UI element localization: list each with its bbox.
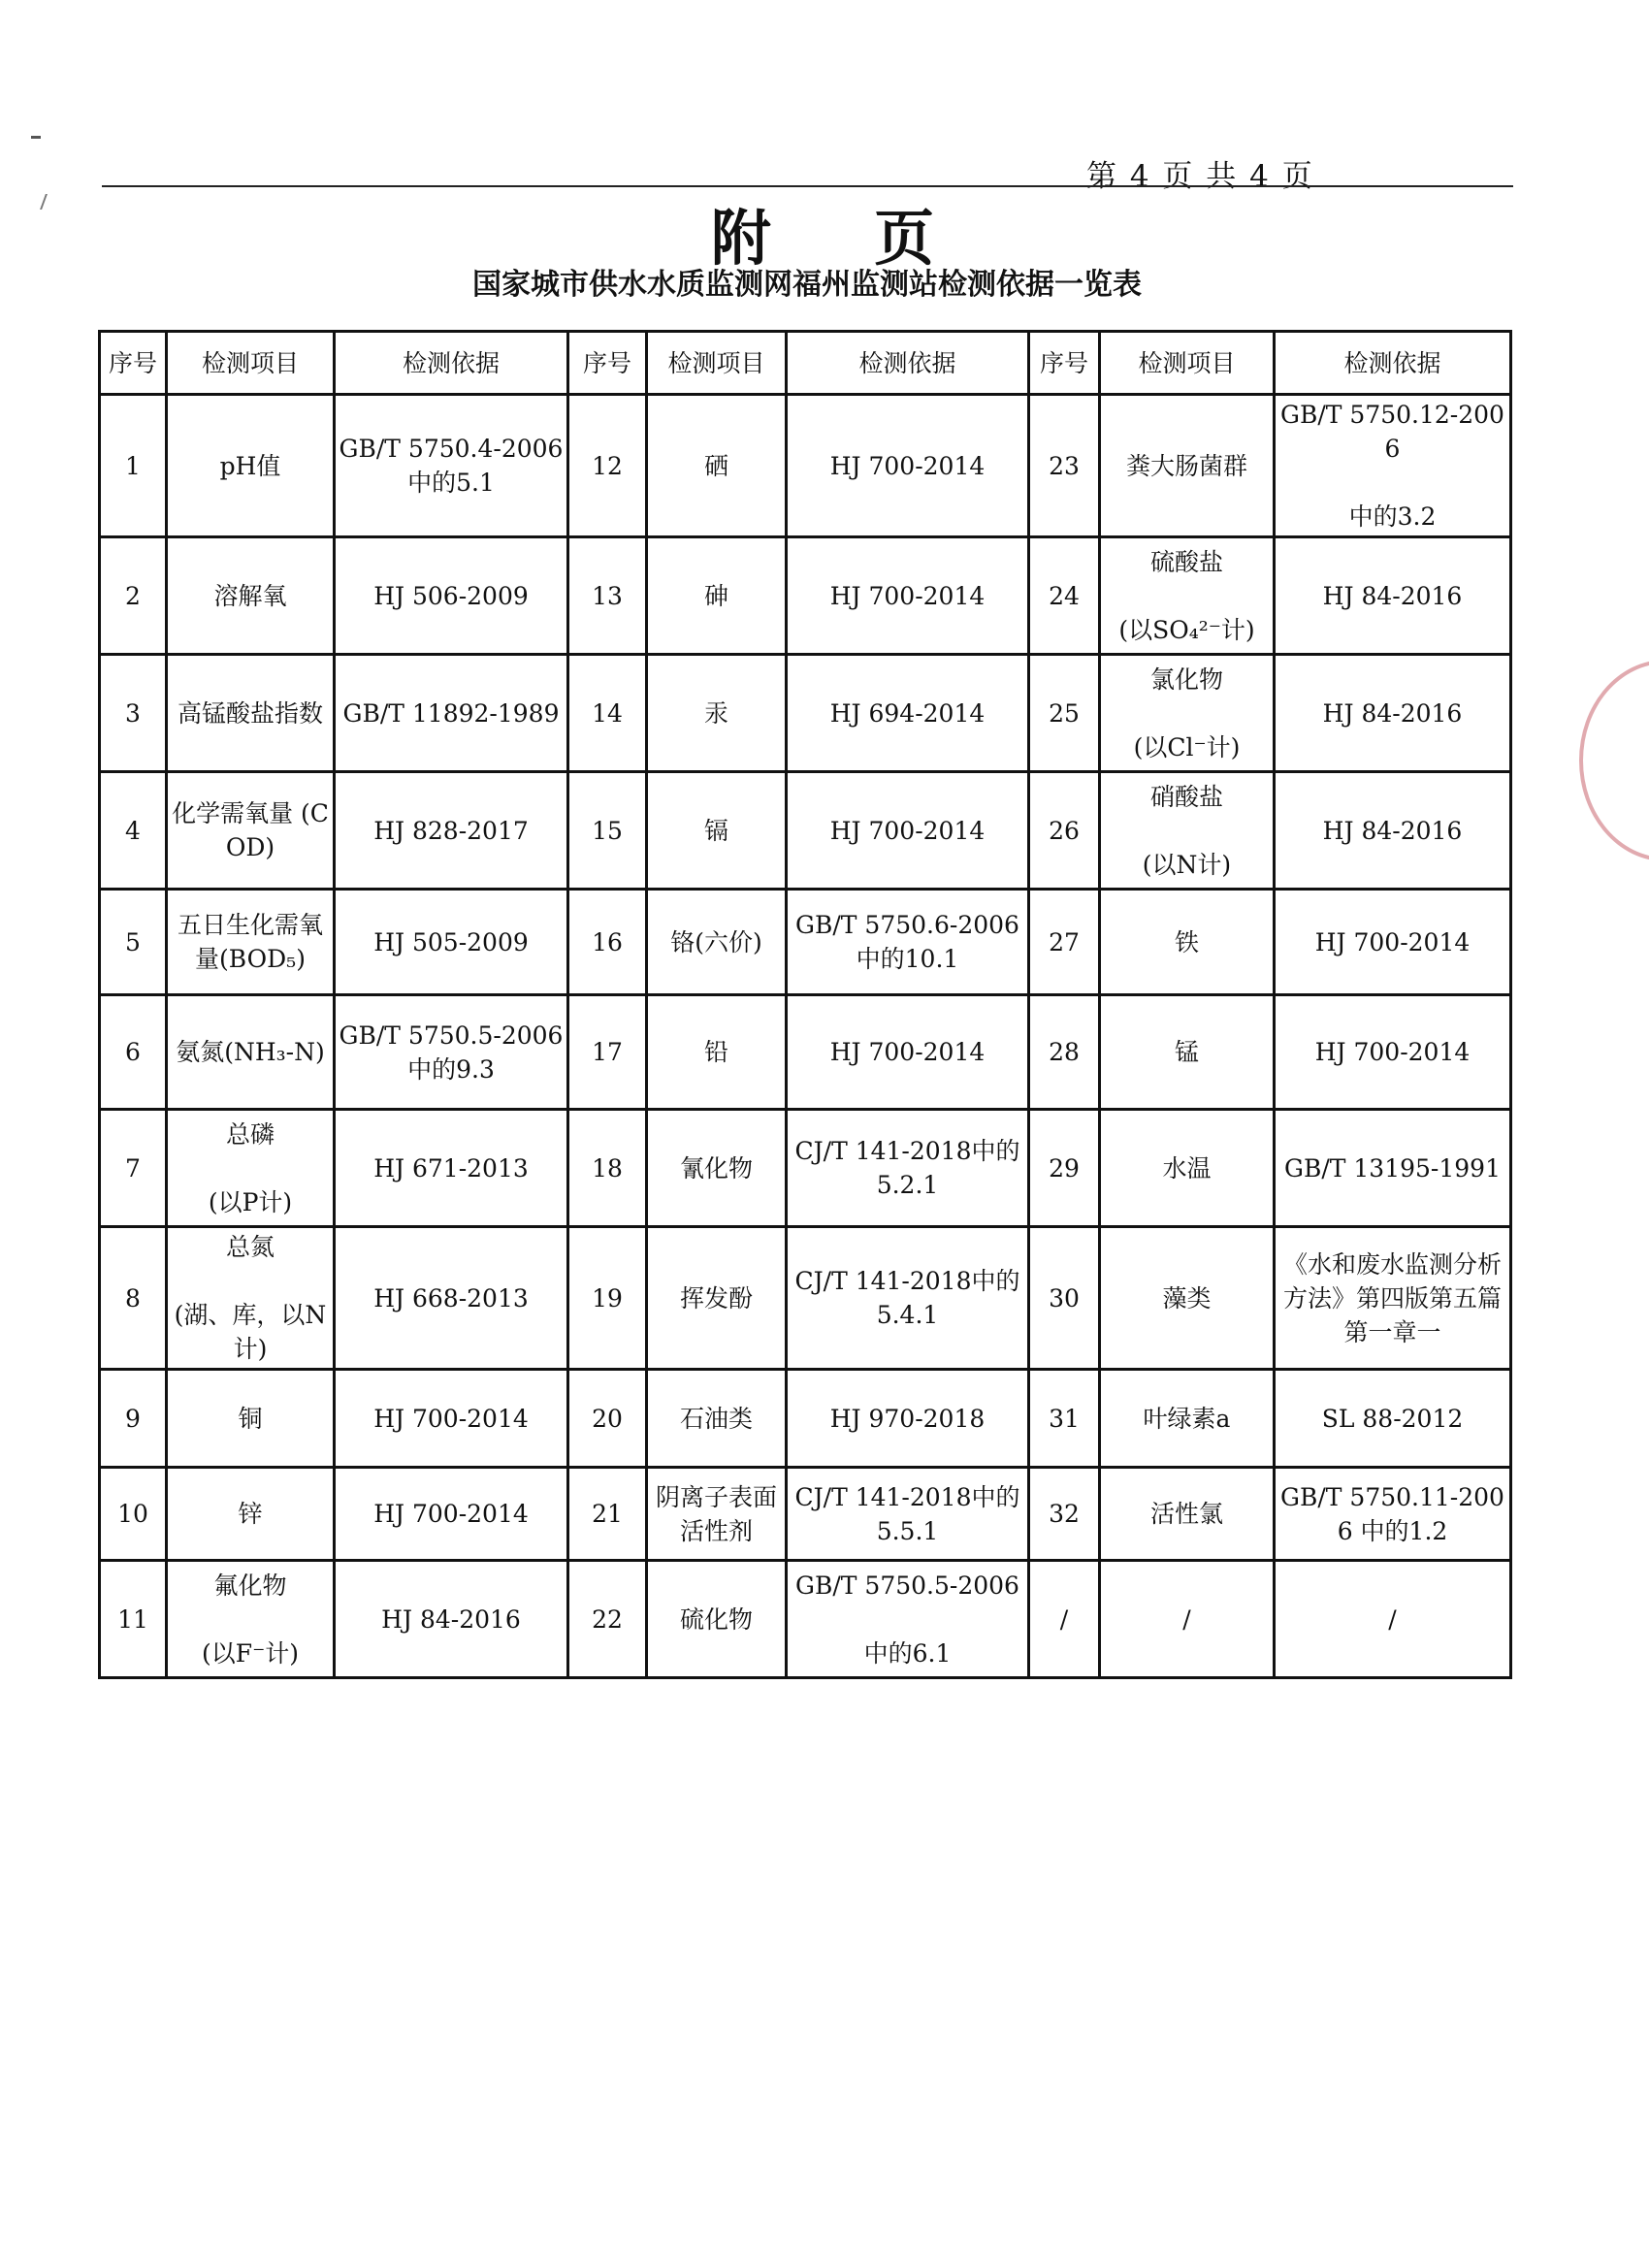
test-item: 叶绿素a [1100, 1370, 1275, 1468]
test-basis: HJ 700-2014 [335, 1468, 568, 1561]
test-item: 铜 [167, 1370, 335, 1468]
test-item: 粪大肠菌群 [1100, 395, 1275, 537]
column-header: 序号 [568, 332, 647, 395]
test-item: pH值 [167, 395, 335, 537]
test-basis: HJ 970-2018 [787, 1370, 1029, 1468]
row-number: 14 [568, 655, 647, 772]
test-item: 五日生化需氧量(BOD₅) [167, 890, 335, 995]
row-number: 13 [568, 537, 647, 655]
row-number: 16 [568, 890, 647, 995]
row-number: 7 [100, 1110, 167, 1227]
test-basis: HJ 700-2014 [787, 537, 1029, 655]
table-row [100, 890, 1511, 995]
test-basis: / [1275, 1561, 1511, 1678]
test-item: 高锰酸盐指数 [167, 655, 335, 772]
test-item: 溶解氧 [167, 537, 335, 655]
test-basis: HJ 84-2016 [1275, 772, 1511, 890]
test-basis: GB/T 5750.11-2006 中的1.2 [1275, 1468, 1511, 1561]
test-item: 砷 [647, 537, 787, 655]
row-number: 6 [100, 995, 167, 1110]
column-header: 检测依据 [335, 332, 568, 395]
test-item: 总氮 (湖、库，以N计) [167, 1227, 335, 1370]
row-number: 24 [1029, 537, 1100, 655]
test-item: 挥发酚 [647, 1227, 787, 1370]
row-number: 12 [568, 395, 647, 537]
test-basis: HJ 700-2014 [1275, 995, 1511, 1110]
test-item: 锰 [1100, 995, 1275, 1110]
row-number: 11 [100, 1561, 167, 1678]
row-number: 19 [568, 1227, 647, 1370]
test-item: 藻类 [1100, 1227, 1275, 1370]
row-number: 1 [100, 395, 167, 537]
page-title: 附 页 [710, 203, 939, 274]
test-basis: HJ 84-2016 [335, 1561, 568, 1678]
table-row [100, 1561, 1511, 1678]
test-item: 铁 [1100, 890, 1275, 995]
test-basis: HJ 700-2014 [787, 995, 1029, 1110]
test-basis: HJ 505-2009 [335, 890, 568, 995]
row-number: 26 [1029, 772, 1100, 890]
table-row [100, 1468, 1511, 1561]
row-number: 21 [568, 1468, 647, 1561]
test-item: 硝酸盐 (以N计) [1100, 772, 1275, 890]
test-item: 铬(六价) [647, 890, 787, 995]
test-item: 铅 [647, 995, 787, 1110]
test-item: 化学需氧量 (COD) [167, 772, 335, 890]
test-item: 氟化物 (以F⁻计) [167, 1561, 335, 1678]
row-number: 31 [1029, 1370, 1100, 1468]
row-number: 8 [100, 1227, 167, 1370]
test-basis: HJ 668-2013 [335, 1227, 568, 1370]
test-item: 阴离子表面活性剂 [647, 1468, 787, 1561]
test-basis: GB/T 5750.4-2006 中的5.1 [335, 395, 568, 537]
table-row [100, 1227, 1511, 1370]
header-rule [102, 185, 1513, 187]
test-item: / [1100, 1561, 1275, 1678]
test-item: 石油类 [647, 1370, 787, 1468]
column-header: 检测项目 [167, 332, 335, 395]
test-basis: HJ 700-2014 [1275, 890, 1511, 995]
test-basis: CJ/T 141-2018中的 5.4.1 [787, 1227, 1029, 1370]
test-basis: 《水和废水监测分析方法》第四版第五篇第一章一 [1275, 1227, 1511, 1370]
row-number: 23 [1029, 395, 1100, 537]
test-basis: HJ 84-2016 [1275, 537, 1511, 655]
test-basis: HJ 84-2016 [1275, 655, 1511, 772]
table-row [100, 395, 1511, 537]
row-number: 5 [100, 890, 167, 995]
row-number: 3 [100, 655, 167, 772]
row-number: 9 [100, 1370, 167, 1468]
table-body [100, 395, 1511, 1678]
test-basis: HJ 506-2009 [335, 537, 568, 655]
row-number: 20 [568, 1370, 647, 1468]
column-header: 检测项目 [1100, 332, 1275, 395]
page-subtitle: 国家城市供水水质监测网福州监测站检测依据一览表 [472, 268, 1142, 302]
row-number: 4 [100, 772, 167, 890]
table-row [100, 655, 1511, 772]
table-row [100, 772, 1511, 890]
table-row [100, 995, 1511, 1110]
test-item: 锌 [167, 1468, 335, 1561]
row-number: 30 [1029, 1227, 1100, 1370]
test-item: 水温 [1100, 1110, 1275, 1227]
test-item: 硒 [647, 395, 787, 537]
test-item: 氯化物 (以Cl⁻计) [1100, 655, 1275, 772]
table-row [100, 537, 1511, 655]
red-seal-stamp [1579, 660, 1649, 861]
row-number: 15 [568, 772, 647, 890]
page-number: 第 4 页 共 4 页 [1086, 159, 1314, 194]
row-number: 27 [1029, 890, 1100, 995]
test-basis: CJ/T 141-2018中的 5.5.1 [787, 1468, 1029, 1561]
test-item: 活性氯 [1100, 1468, 1275, 1561]
test-item: 硫酸盐 (以SO₄²⁻计) [1100, 537, 1275, 655]
row-number: 32 [1029, 1468, 1100, 1561]
testing-basis-table [98, 330, 1512, 1679]
test-basis: HJ 700-2014 [335, 1370, 568, 1468]
test-basis: GB/T 5750.5-2006 中的9.3 [335, 995, 568, 1110]
test-basis: GB/T 5750.6-2006 中的10.1 [787, 890, 1029, 995]
column-header: 序号 [100, 332, 167, 395]
row-number: 29 [1029, 1110, 1100, 1227]
row-number: 22 [568, 1561, 647, 1678]
row-number: 17 [568, 995, 647, 1110]
row-number: 10 [100, 1468, 167, 1561]
test-basis: GB/T 13195-1991 [1275, 1110, 1511, 1227]
test-item: 总磷 (以P计) [167, 1110, 335, 1227]
test-basis: HJ 828-2017 [335, 772, 568, 890]
test-item: 氨氮(NH₃-N) [167, 995, 335, 1110]
column-header: 检测依据 [1275, 332, 1511, 395]
table-row [100, 1370, 1511, 1468]
row-number: / [1029, 1561, 1100, 1678]
scan-artifact [31, 136, 41, 139]
test-basis: HJ 700-2014 [787, 772, 1029, 890]
test-item: 氰化物 [647, 1110, 787, 1227]
test-basis: GB/T 11892-1989 [335, 655, 568, 772]
test-item: 镉 [647, 772, 787, 890]
test-basis: HJ 671-2013 [335, 1110, 568, 1227]
test-basis: SL 88-2012 [1275, 1370, 1511, 1468]
column-header: 序号 [1029, 332, 1100, 395]
row-number: 18 [568, 1110, 647, 1227]
test-basis: HJ 700-2014 [787, 395, 1029, 537]
test-item: 硫化物 [647, 1561, 787, 1678]
column-header: 检测依据 [787, 332, 1029, 395]
test-item: 汞 [647, 655, 787, 772]
test-basis: HJ 694-2014 [787, 655, 1029, 772]
test-basis: CJ/T 141-2018中的 5.2.1 [787, 1110, 1029, 1227]
test-basis: GB/T 5750.12-2006 中的3.2 [1275, 395, 1511, 537]
row-number: 25 [1029, 655, 1100, 772]
table-row [100, 1110, 1511, 1227]
table-header-row [100, 332, 1511, 395]
test-basis: GB/T 5750.5-2006 中的6.1 [787, 1561, 1029, 1678]
row-number: 28 [1029, 995, 1100, 1110]
row-number: 2 [100, 537, 167, 655]
column-header: 检测项目 [647, 332, 787, 395]
